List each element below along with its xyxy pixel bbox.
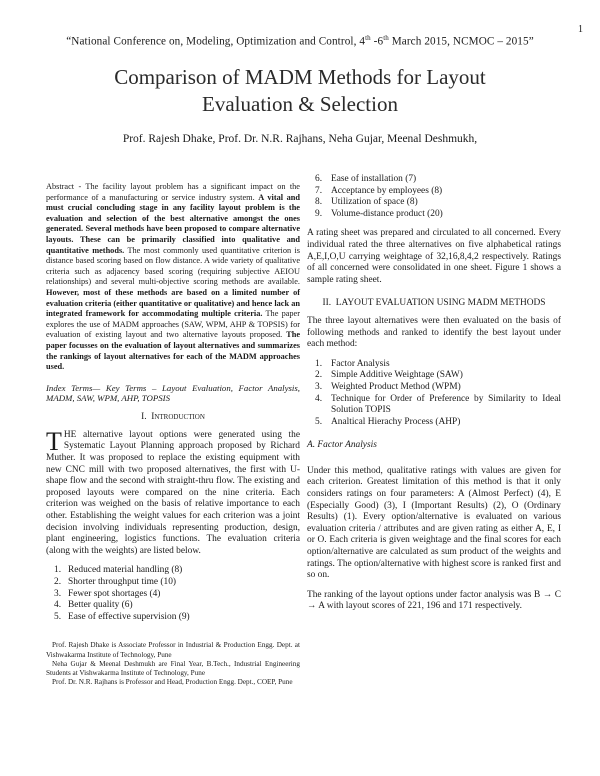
paper-title [40,64,560,118]
introduction-paragraph: THE alternative layout options were generated using the Systematic Layout Planning approach proposed by Richard Muther. It was proposed to replace the existing equipment with new CNC mill with two proposed alternatives, the first with U-shape flow and the second with straight-thru flow. The existing and proposed layouts were compared on the nine criteria. Each criterion was weighed on the basis of relative importance to each other. Establishing the weight values for each criterion was a joint decision involving individuals representing production, design, plant engineering, logistics functions. The evaluation criteria (along with the weights) are listed below. [46,426,300,556]
factor-analysis-paragraph: Under this method, qualitative ratings with values are given for each criterion. Greatest limitation of this method is that it only considers ratings on four parameters: A (Almost Perfect) (4), E (Especially Good) (3), I (Important Results) (2), O (Ordinary Results) (1). Every option/alternative is evaluated on various evaluation criteria / attributes and are given rating as either A, E, I or O. Each criteria is given weightage and the final scores for each option/alternative are calculated as sum product of the weights and ratings. The option/alternative with highest score is ranked first and so on. [307,465,561,581]
title-line-2: Evaluation & Selection [202,92,398,116]
left-column [46,182,300,687]
list-item: 3. Weighted Product Method (WPM) [315,381,461,392]
footnotes [46,641,300,687]
methods-list [307,359,561,429]
footnote: Neha Gujar & Meenal Deshmukh are Final Year, B.Tech., Industrial Engineering Students at Vishwakarma Institute of Technology, Pune [46,659,300,677]
criteria-list-right [307,174,561,220]
list-item: 7. Acceptance by employees (8) [315,185,443,196]
list-item: 4. Better quality (6) [54,600,133,611]
list-item: 2. Shorter throughput time (10) [54,577,177,587]
list-item: 6. Ease of installation (7) [315,174,417,184]
footnote: Prof. Rajesh Dhake is Associate Professor in Industrial & Production Engg. Dept. at Vishwakarma Institute of Technology, Pune [46,641,300,659]
drop-cap: T [46,426,62,456]
conference-header: “National Conference on, Modeling, Optimization and Control, 4th -6th March 2015, NCMOC – 2015” [66,34,534,48]
abstract: Abstract - The facility layout problem has a significant impact on the performance of a manufacturing or service industry system. A vital and must crucial concluding stage in any facility layout problem is the evaluation and selection of the best alternative amongst the ones generated. Several methods have been proposed to compare alternative layouts. These can be primarily classified into qualitative and quantitative methods. The most commonly used quantitative criterion is distance based scoring based on flow distance. A wide variety of qualitative criteria such as adjacency based scoring (requiring subjective AEIOU relationships) and several multi-objective scoring methods are available. However, most of these methods are based on a limited number of evaluation criteria (either quantitative or qualitative) and hence lack an integrated framework for accommodating multiple criteria. The paper explores the use of MADM approaches (SAW, WPM, AHP & TOPSIS) for evaluation of existing layout and two alternative layouts proposed. The paper focusses on the evaluation of layout alternatives and summarizes the rankings of layout alternatives for each of the MADM approaches used. [46,182,301,372]
list-item: 5. Analtical Hierachy Process (AHP) [315,416,461,427]
index-terms: Index Terms— Key Terms – Layout Evaluation, Factor Analysis, MADM, SAW, WPM, AHP, TOPSIS [46,382,300,404]
page-number: 1 [578,24,583,35]
list-item: 4. Technique for Order of Preference by Similarity to Ideal Solution TOPIS [315,393,561,416]
criteria-list-left [46,565,300,623]
methods-intro-paragraph: The three layout alternatives were then evaluated on the basis of following methods and ranked to identify the best layout under each method: [307,315,561,350]
list-item: 8. Utilization of space (8) [315,197,418,208]
rating-paragraph: A rating sheet was prepared and circulated to all concerned. Every individual rated the three alternatives on five alphabetical ratings A,E,I,O,U carrying weightage of 32,16,8,4,2 respectively. Ratings of all concerned were consolidated in one sheet. Figure 1 shows a sample rating sheet. [307,228,561,285]
list-item: 1. Reduced material handling (8) [54,565,183,576]
right-column [307,174,561,613]
list-item: 3. Fewer spot shortages (4) [54,588,161,599]
section-heading-madm: II. LAYOUT EVALUATION USING MADM METHODS [322,298,546,309]
title-line-1: Comparison of MADM Methods for Layout [114,65,486,89]
footnote: Prof. Dr. N.R. Rajhans is Professor and Head, Production Engg. Dept., COEP, Pune [52,678,293,687]
list-item: 2. Simple Additive Weightage (SAW) [315,370,463,381]
list-item: 1. Factor Analysis [315,358,390,369]
list-item: 9. Volume-distance product (20) [315,208,443,219]
list-item: 5. Ease of effective supervision (9) [54,611,190,622]
authors: Prof. Rajesh Dhake, Prof. Dr. N.R. Rajhans, Neha Gujar, Meenal Deshmukh, [122,133,478,145]
ranking-paragraph: The ranking of the layout options under factor analysis was B → C → A with layout scores of 221, 196 and 171 respectively. [307,589,561,612]
subsection-heading-factor-analysis: A. Factor Analysis [307,440,377,451]
section-heading-introduction: I. Introduction [141,412,205,423]
